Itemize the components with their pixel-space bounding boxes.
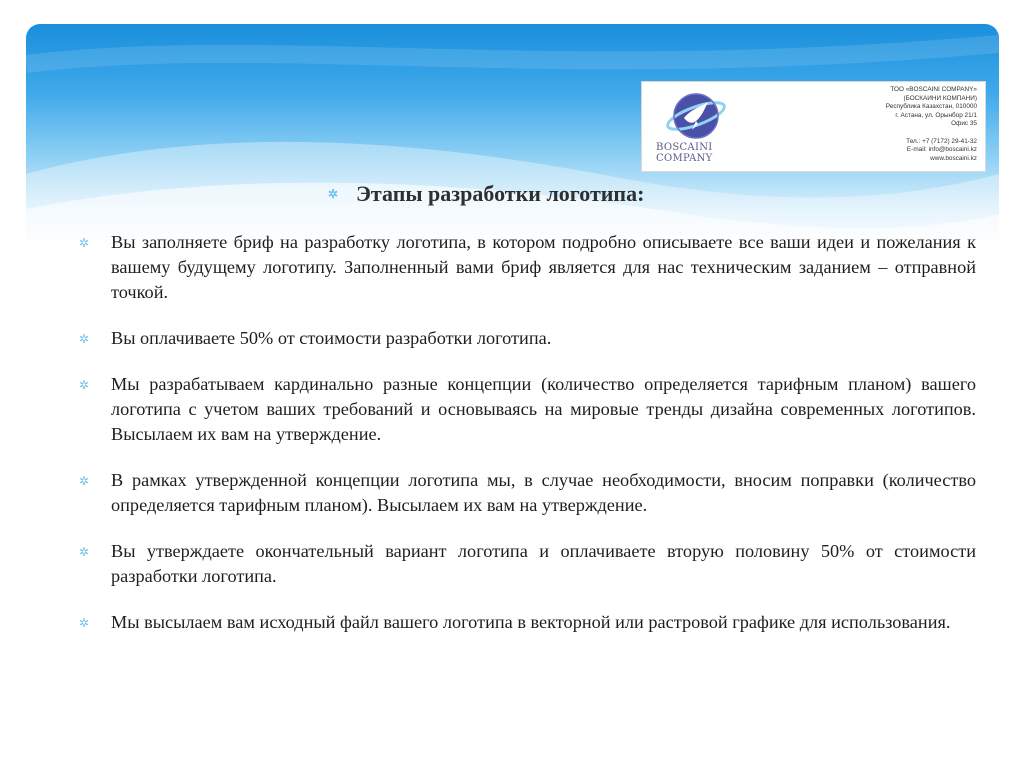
asterisk-bullet-icon: ✲ [79,332,90,346]
list-item [78,326,976,351]
list-item [78,468,976,518]
company-logo-card [641,81,986,172]
list-item-text: Вы утверждаете окончательный вариант логотипа и оплачиваете вторую половину 50% от стоимости разработки логотипа. [111,541,976,586]
asterisk-bullet-icon: ✲ [328,187,339,201]
list-item [78,230,976,305]
asterisk-bullet-icon: ✲ [79,474,90,488]
globe-with-dove-icon [658,88,734,144]
wordmark-line-1: BOSCAINI [656,142,713,153]
list-item [78,539,976,589]
list-item-text: Мы разрабатываем кардинально разные концепции (количество определяется тарифным планом) вашего логотипа с учетом ваших требований и основываясь на мировые тренды дизайна современных логотипов. Высылаем их вам на утверждение. [111,374,976,444]
asterisk-bullet-icon: ✲ [79,236,90,250]
list-item [78,610,976,635]
wordmark-line-2: COMPANY [656,153,713,164]
company-wordmark [656,142,746,164]
asterisk-bullet-icon: ✲ [79,545,90,559]
list-item-text: Мы высылаем вам исходный файл вашего логотипа в векторной или растровой графике для использования. [111,612,951,632]
list-item-text: Вы заполняете бриф на разработку логотипа, в котором подробно описываете все ваши идеи и пожелания к вашему будущему логотипу. Заполненный вами бриф является для нас техническим заданием – отправной точкой. [111,232,976,302]
asterisk-bullet-icon: ✲ [79,378,90,392]
company-contacts: ТОО «BOSCAINI COMPANY» (БОСКАИНИ КОМПАНИ) Республика Казахстан, 010000 г. Астана, ул. Орынбор 21/1 Офис 35 Тел.: +7 (7172) 29-41-32 E-mail: info@boscaini.kz www.boscaini.kz [885,86,977,162]
list-item [78,372,976,447]
list-item-text: Вы оплачиваете 50% от стоимости разработки логотипа. [111,328,552,348]
slide-title-text: Этапы разработки логотипа: [356,181,645,206]
asterisk-bullet-icon: ✲ [79,616,90,630]
bullet-list [78,230,976,656]
list-item-text: В рамках утвержденной концепции логотипа мы, в случае необходимости, вносим поправки (количество определяется тарифным планом). Высылаем их вам на утверждение. [111,470,976,515]
